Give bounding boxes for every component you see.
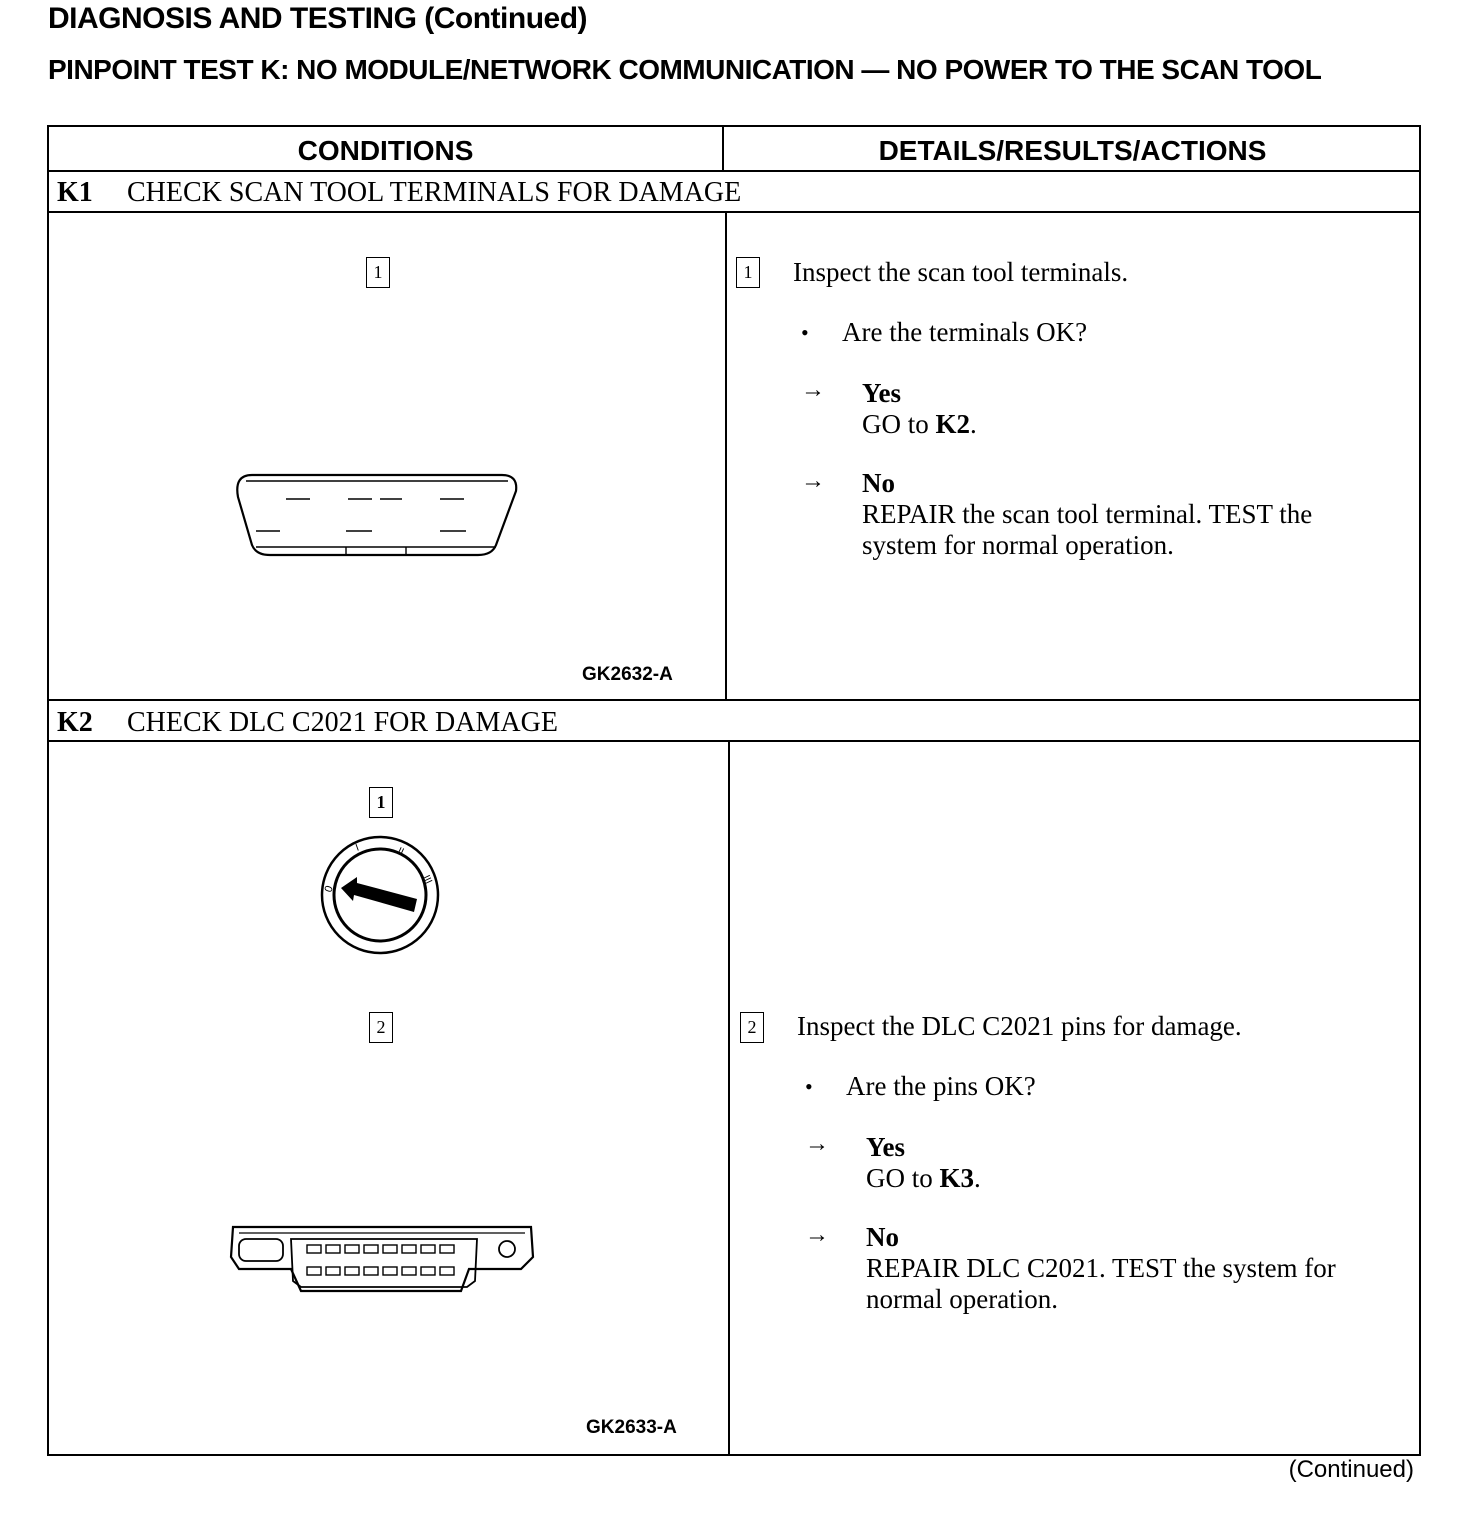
k2-step-id: K2 xyxy=(57,707,93,738)
k1-yes-arrow-icon: → xyxy=(801,377,825,403)
k1-bottom-divider xyxy=(49,699,1419,701)
conditions-header: CONDITIONS xyxy=(297,135,474,166)
ignition-mark-1: I xyxy=(354,842,361,854)
k2-figure-label: GK2633-A xyxy=(586,1417,677,1438)
k2-yes-post: . xyxy=(974,1163,981,1193)
ignition-mark-3: III xyxy=(420,873,434,886)
k1-no-line2: system for normal operation. xyxy=(862,530,1174,560)
k1-step-title xyxy=(57,177,741,209)
k2-yes-result xyxy=(866,1132,981,1194)
page-title: DIAGNOSIS AND TESTING (Continued) xyxy=(48,2,588,35)
k2-yes-arrow-icon: → xyxy=(805,1131,829,1157)
k1-action-text: Inspect the scan tool terminals. xyxy=(793,257,1129,287)
k1-no-line1: REPAIR the scan tool terminal. TEST the xyxy=(862,499,1313,529)
scan-tool-connector-figure xyxy=(234,467,524,562)
k2-step-text: CHECK DLC C2021 FOR DAMAGE xyxy=(127,707,558,738)
k2-no-line1: REPAIR DLC C2021. TEST the system for xyxy=(866,1253,1336,1283)
k2-figure-step-1: 1 xyxy=(369,787,393,818)
k2-action-text: Inspect the DLC C2021 pins for damage. xyxy=(797,1011,1242,1041)
k1-figure-step-1: 1 xyxy=(366,257,390,288)
k2-figure-step-2: 2 xyxy=(369,1012,393,1043)
k2-no-label: No xyxy=(866,1222,899,1252)
k1-yes-target: K2 xyxy=(935,409,971,439)
k1-no-arrow-icon: → xyxy=(801,468,825,494)
k1-yes-pre: GO to xyxy=(862,409,936,439)
k2-no-result xyxy=(866,1222,1336,1315)
k1-figure-label: GK2632-A xyxy=(582,664,673,685)
k1-step-id: K1 xyxy=(57,177,93,208)
k1-column-divider xyxy=(725,211,727,699)
k2-step-title xyxy=(57,707,558,739)
k2-no-arrow-icon: → xyxy=(805,1222,829,1248)
k1-no-result xyxy=(862,468,1312,561)
k1-title-divider xyxy=(49,211,1419,213)
k2-action-number: 2 xyxy=(740,1012,764,1043)
test-title: PINPOINT TEST K: NO MODULE/NETWORK COMMUNICATION — NO POWER TO THE SCAN TOOL xyxy=(48,54,1322,85)
details-header: DETAILS/RESULTS/ACTIONS xyxy=(878,135,1267,166)
k1-yes-label: Yes xyxy=(862,378,901,408)
k2-no-line2: normal operation. xyxy=(866,1284,1058,1314)
dlc-connector-figure xyxy=(229,1221,539,1296)
ignition-key-arrow-icon xyxy=(341,877,417,912)
k1-question-bullet: • xyxy=(801,320,809,345)
k2-question-bullet: • xyxy=(805,1074,813,1099)
k1-action-number: 1 xyxy=(736,257,760,288)
k2-yes-label: Yes xyxy=(866,1132,905,1162)
ignition-mark-off: 0 xyxy=(322,884,336,895)
ignition-mark-2: II xyxy=(395,845,406,859)
pinpoint-test-table xyxy=(47,125,1421,1456)
k1-no-label: No xyxy=(862,468,895,498)
k2-column-divider xyxy=(728,740,730,1456)
header-divider xyxy=(49,170,1419,172)
k2-yes-target: K3 xyxy=(939,1163,975,1193)
k2-question: Are the pins OK? xyxy=(846,1071,1036,1101)
ignition-switch-figure xyxy=(317,833,447,961)
continued-footer: (Continued) xyxy=(1288,1456,1414,1483)
k1-step-text: CHECK SCAN TOOL TERMINALS FOR DAMAGE xyxy=(127,177,742,208)
k2-yes-pre: GO to xyxy=(866,1163,940,1193)
k1-yes-result xyxy=(862,378,977,440)
k1-question: Are the terminals OK? xyxy=(842,317,1088,347)
k2-title-divider xyxy=(49,740,1419,742)
k1-yes-post: . xyxy=(970,409,977,439)
